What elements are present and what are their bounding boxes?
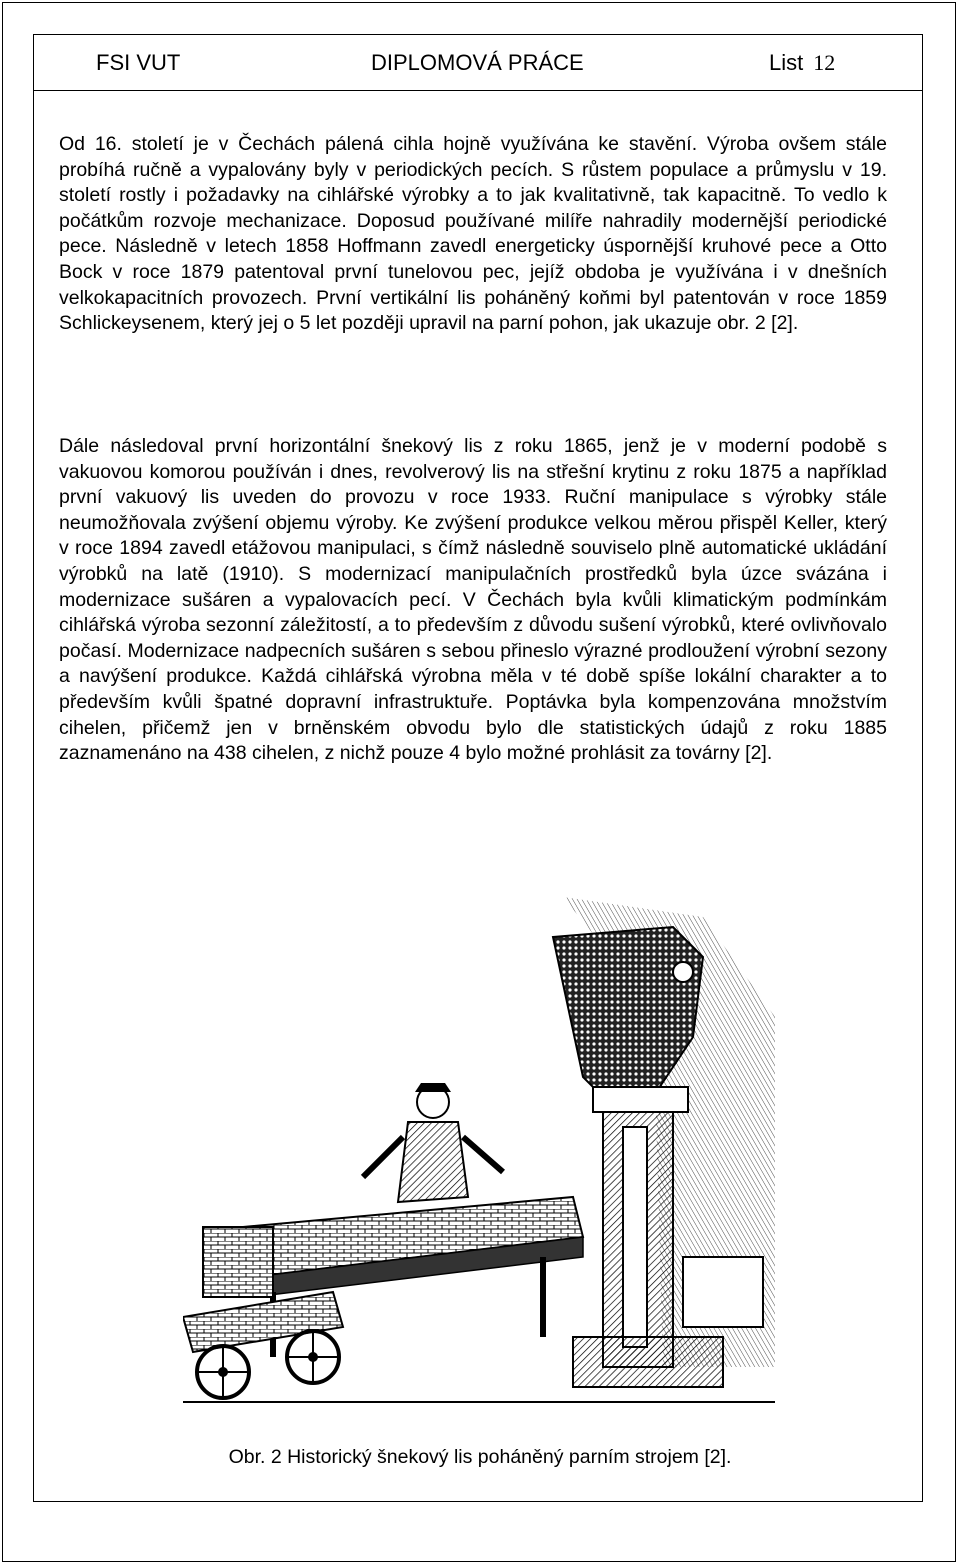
paragraph-history-intro: Od 16. století je v Čechách pálená cihla hojně využívána ke stavění. Výroba ovšem stále probíhá ručně a vypalovány byly v periodických pecích. S růstem populace a průmyslu v 19. století rostly i požadavky na cihlářské výrobky a to jak kvalitativně, tak kapacitně. To vedlo k počátkům rozvoje mechanizace. Doposud používané milíře nahradily modernější periodické pece. Následně v letech 1858 Hoffmann zavedl energeticky úspornější kruhové pece a Otto Bock v roce 1879 patentoval první tunelovou pec, jejíž obdoba je využívána i v dnešních velkokapacitních provozech. První vertikální lis poháněný koňmi byl patentován v roce 1859 Schlickeysenem, který jej o 5 let později upravil na parní pohon, jak ukazuje obr. 2 [2]. bbox=[59, 133, 887, 335]
header-sheet-label: List bbox=[769, 50, 804, 75]
paragraph-mechanization: Dále následoval první horizontální šnekový lis z roku 1865, jenž je v moderní podobě s vakuovou komorou používán i dnes, revolverový lis na střešní krytinu z roku 1875 a například první vakuový lis uveden do provozu v roce 1933. Ruční manipulace s výrobky stále neumožňovala zvýšení objemu výroby. Ke zvýšení produkce velkou měrou přispěl Keller, který v roce 1894 zavedl etážovou manipulaci, s čímž následně souviselo plně automatické ukládání výrobků na latě (1910). S modernizací manipulačních prostředků byla úzce svázána i modernizace sušáren a vypalovacích pecí. V Čechách byla kvůli klimatickým podmínkám cihlářská výroba sezonní záležitostí, a to především z důvodu sušení výrobků, které ovlivňovalo počasí. Modernizace nadpecních sušáren s sebou přineslo výrazné prodloužení výrobní sezony a navýšení produkce. Každá cihlářská výrobna měla v té době spíše lokální charakter a to především kvůli špatné dopravní infrastruktuře. Poptávka byla kompenzována množstvím cihelen, přičemž jen v brněnském obvodu bylo dle statistických údajů z roku 1885 zaznamenáno na 438 cihelen, z nichž pouze 4 bylo možné prohlásit za továrny [2]. bbox=[59, 435, 887, 765]
header-sheet-number: 12 bbox=[813, 50, 836, 75]
page-header bbox=[33, 34, 923, 91]
header-institution: FSI VUT bbox=[96, 50, 181, 75]
figure-caption: Obr. 2 Historický šnekový lis poháněný parním strojem [2]. bbox=[228, 1446, 732, 1468]
header-sheet bbox=[769, 50, 835, 76]
figure-steam-press-engraving bbox=[183, 897, 775, 1427]
header-document-type: DIPLOMOVÁ PRÁCE bbox=[371, 50, 584, 75]
